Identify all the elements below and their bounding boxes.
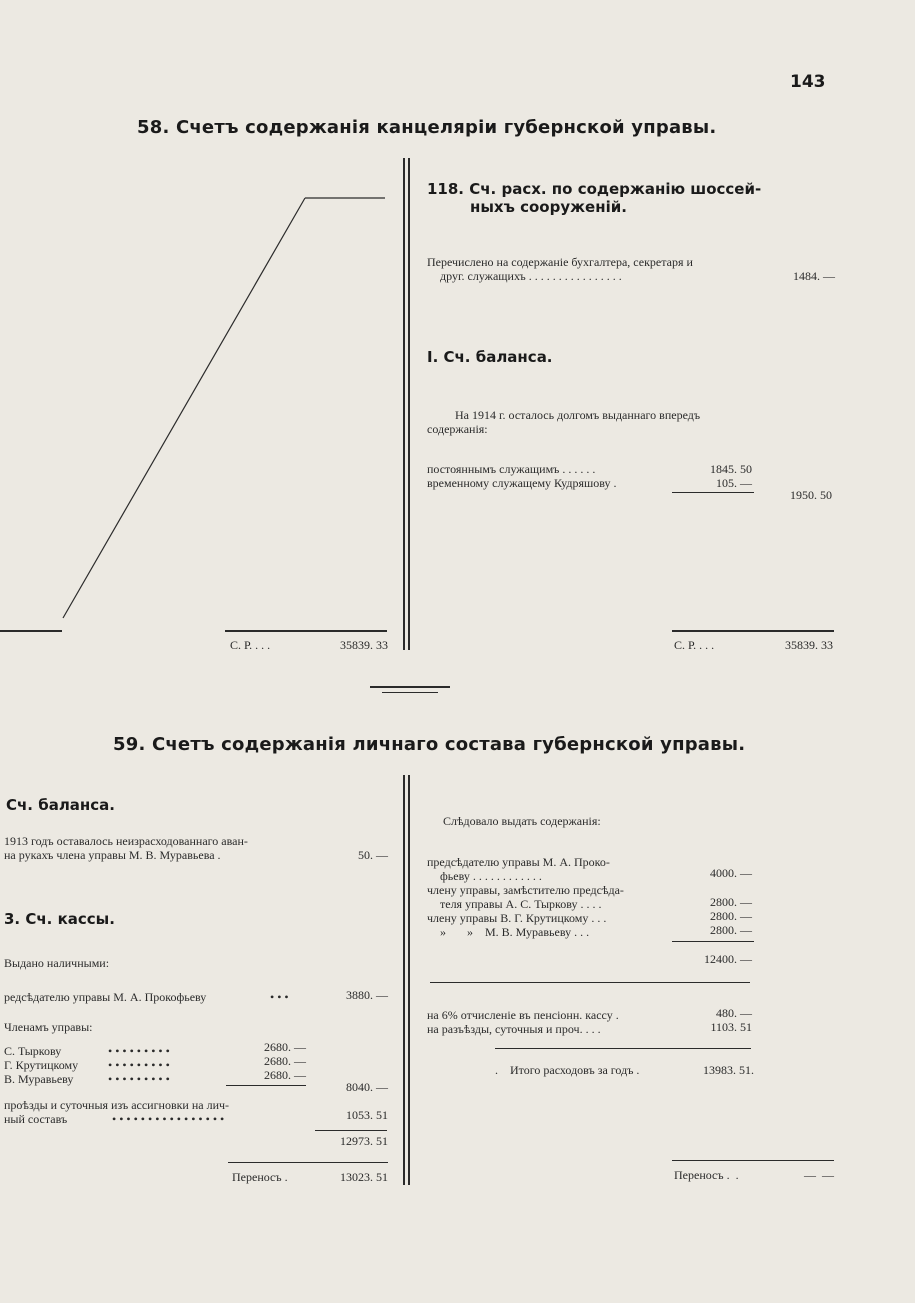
chairman-label: редсѣдателю управы М. А. Прокофьеву	[4, 990, 207, 1004]
member-value-3: 2680. —	[264, 1068, 306, 1082]
account-118-title-line1: 118. Сч. расх. по содержанію шоссей-	[427, 180, 762, 198]
member-row-3	[4, 1072, 73, 1086]
debt-sum-rule	[672, 492, 754, 493]
right-footer-rule-59	[672, 1160, 834, 1161]
right-footer-value-58: 35839. 33	[785, 638, 833, 652]
pension-label: на 6% отчисленіе въ пенсіонн. кассу .	[427, 1008, 619, 1022]
section-59-title: 59. Счетъ содержанія личнаго состава губернской управы.	[113, 734, 746, 755]
temporary-label: временному служащему Кудряшову .	[427, 476, 617, 490]
left-footer-rule-59	[228, 1162, 388, 1163]
right-footer-label-58: С. Р. . . .	[674, 638, 715, 652]
due-item-4-value: 2800. —	[710, 923, 752, 937]
pension-value: 480. —	[716, 1006, 752, 1020]
section-58-title: 58. Счетъ содержанія канцеляріи губернской управы.	[137, 117, 717, 138]
due-separator-rule	[430, 982, 750, 983]
temporary-value: 105. —	[716, 476, 752, 490]
members-total: 8040. —	[346, 1080, 388, 1094]
issued-label: Выдано наличными:	[4, 956, 110, 970]
due-item-1-line1: предсѣдателю управы М. А. Проко-	[427, 855, 610, 869]
members-sum-rule	[226, 1085, 306, 1086]
due-sum-rule	[672, 941, 754, 942]
due-item-3-value: 2800. —	[710, 909, 752, 923]
cash-total: 12973. 51	[340, 1134, 388, 1148]
cash-title: 3. Сч. кассы.	[4, 910, 115, 928]
left-footer-value-58: 35839. 33	[340, 638, 388, 652]
debt-line2: содержанія:	[427, 422, 488, 436]
page-number: 143	[790, 72, 826, 92]
member-name-2: Г. Крутицкому	[4, 1058, 79, 1072]
center-rule-58b	[408, 158, 410, 650]
due-item-1-value: 4000. —	[710, 866, 752, 880]
member-dots-3: • • • • • • • • •	[108, 1072, 170, 1086]
left-footer-label-59: Переносъ .	[232, 1170, 288, 1184]
right-footer-value-59: — —	[804, 1168, 834, 1182]
due-item-2-line2: теля управы А. С. Тыркову . . . .	[440, 897, 602, 911]
member-value-1: 2680. —	[264, 1040, 306, 1054]
due-item-2-line1: члену управы, замѣстителю предсѣда-	[427, 883, 624, 897]
member-value-2: 2680. —	[264, 1054, 306, 1068]
center-rule-58a	[403, 158, 405, 650]
section-separator-bottom	[382, 692, 438, 693]
account-118-title-line2: ныхъ сооруженій.	[470, 198, 627, 216]
balance-title-59: Сч. баланса.	[6, 796, 116, 814]
travel-right-value: 1103. 51	[710, 1020, 752, 1034]
grand-label: Итого расходовъ за годъ .	[510, 1063, 640, 1077]
permanent-label: постояннымъ служащимъ . . . . . .	[427, 462, 596, 476]
center-rule-59a	[403, 775, 405, 1185]
travel-dots: • • • • • • • • • • • • • • • •	[112, 1112, 225, 1126]
transfer-line1: Перечислено на содержаніе бухгалтера, секретаря и	[427, 255, 693, 269]
transfer-line2: друг. служащихъ . . . . . . . . . . . . . . . .	[440, 269, 622, 283]
member-name-1: С. Тыркову	[4, 1044, 62, 1058]
travel-value: 1053. 51	[346, 1108, 388, 1122]
cancel-diagonal	[55, 190, 395, 640]
member-dots-1: • • • • • • • • •	[108, 1044, 170, 1058]
remain-line1: 1913 годъ оставалось неизрасходованнаго аван-	[4, 834, 248, 848]
debt-total: 1950. 50	[790, 488, 832, 502]
member-dots-2: • • • • • • • • •	[108, 1058, 170, 1072]
chairman-dots: • • •	[270, 990, 289, 1004]
transfer-value: 1484. —	[793, 269, 835, 283]
member-name-3: В. Муравьеву	[4, 1072, 74, 1086]
remain-value: 50. —	[358, 848, 388, 862]
members-label: Членамъ управы:	[4, 1020, 93, 1034]
due-title: Слѣдовало выдать содержанія:	[443, 814, 601, 828]
cash-sum-rule	[315, 1130, 387, 1131]
due-item-2-value: 2800. —	[710, 895, 752, 909]
travel-line1: проѣзды и суточныя изъ ассигновки на лич-	[4, 1098, 230, 1112]
section-separator-top	[370, 686, 450, 688]
permanent-value: 1845. 50	[710, 462, 752, 476]
balance-title-58: I. Сч. баланса.	[427, 348, 553, 366]
due-item-3-line1: члену управы В. Г. Крутицкому . . .	[427, 911, 607, 925]
left-footer-rule-58	[225, 630, 387, 632]
chairman-value: 3880. —	[346, 988, 388, 1002]
remain-line2: на рукахъ члена управы М. В. Муравьева .	[4, 848, 221, 862]
center-rule-59b	[408, 775, 410, 1185]
left-footer-label-58: С. Р. . . .	[230, 638, 271, 652]
member-row-2	[4, 1058, 78, 1072]
right-footer-rule-58	[672, 630, 834, 632]
left-footer-value-59: 13023. 51	[340, 1170, 388, 1184]
due-item-4-line1: » » М. В. Муравьеву . . .	[440, 925, 590, 939]
grand-value: 13983. 51.	[703, 1063, 754, 1077]
member-row-1	[4, 1044, 61, 1058]
due-item-1-line2: фьеву . . . . . . . . . . . .	[440, 869, 542, 883]
debt-line1: На 1914 г. осталось долгомъ выданнаго впередъ	[455, 408, 701, 422]
grand-rule	[495, 1048, 751, 1049]
right-footer-label-59: Переносъ . .	[674, 1168, 739, 1182]
travel-right-label: на разъѣзды, суточныя и проч. . . .	[427, 1022, 601, 1036]
travel-line2: ный составъ	[4, 1112, 68, 1126]
left-margin-rule	[0, 630, 62, 632]
diagonal-line	[63, 198, 305, 618]
due-items-total: 12400. —	[704, 952, 752, 966]
grand-dot: .	[495, 1063, 498, 1077]
